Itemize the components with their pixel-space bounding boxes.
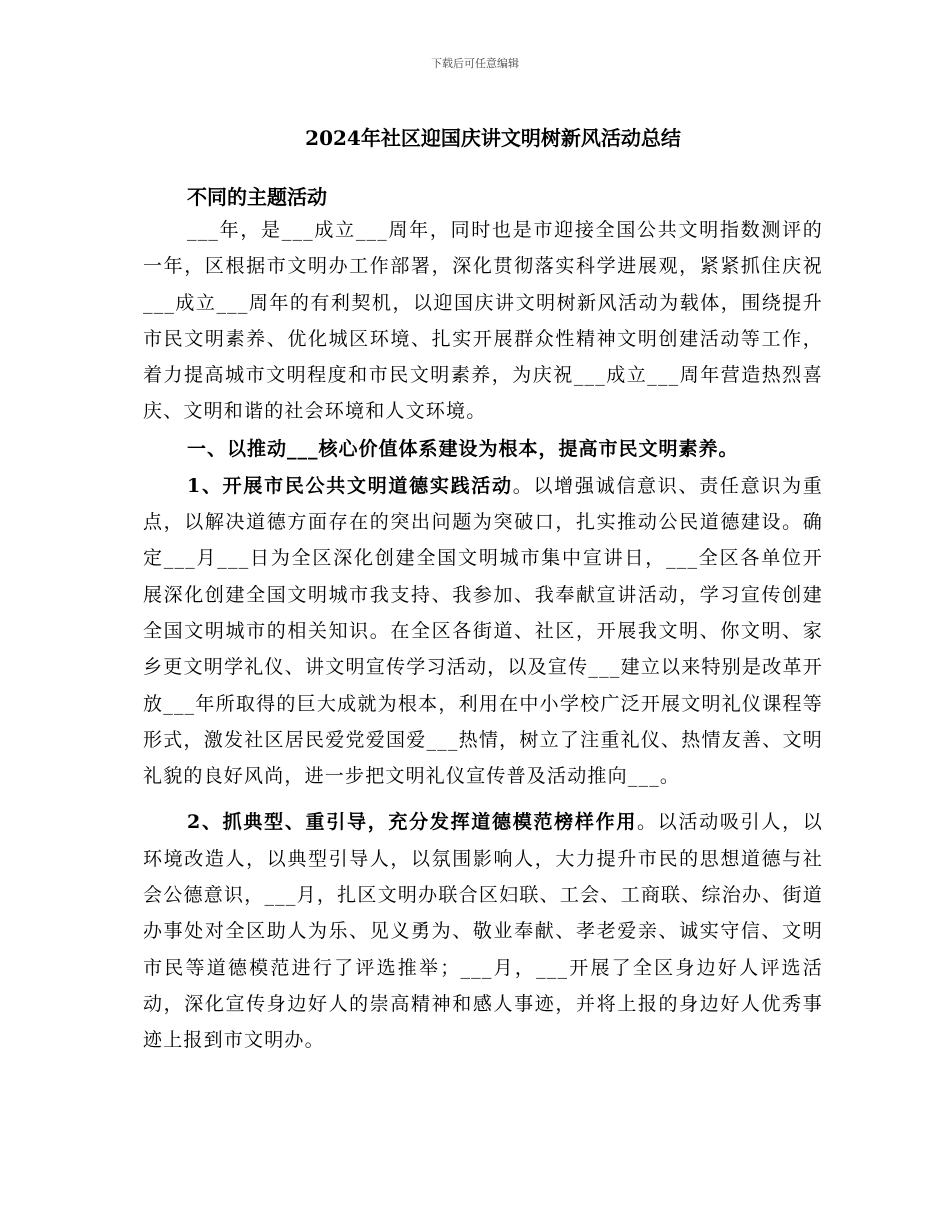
document-title: 2024年社区迎国庆讲文明树新风活动总结 — [305, 126, 681, 150]
intro-paragraph: ___年，是___成立___周年，同时也是市迎接全国公共文明指数测评的一年，区根据市文明办工作部署，深化贯彻落实科学进展观，紧紧抓住庆祝___成立___周年的有利契机，以迎国庆讲文明树新风活动为载体，围绕提升市民文明素养、优化城区环境、扎实开展群众性精神文明创建活动等工作，着力提高城市文明程度和市民文明素养，为庆祝___成立___周年营造热烈喜庆、文明和谐的社会环境和人文环境。 — [143, 219, 823, 423]
item-2-paragraph — [143, 804, 823, 1058]
section-1-heading: 一、以推动___核心价值体系建设为根本，提高市民文明素养。 — [187, 437, 739, 460]
item-2-text: 。以活动吸引人，以环境改造人，以典型引导人，以氛围影响人，大力提升市民的思想道德与社会公德意识，___月，扎区文明办联合区妇联、工会、工商联、综治办、街道办事处对全区助人为乐、见义勇为、敬业奉献、孝老爱亲、诚实守信、文明市民等道德模范进行了评选推举；___月，___开展了全区身边好人评选活动，深化宣传身边好人的崇高精神和感人事迹，并将上报的身边好人优秀事迹上报到市文明办。 — [143, 811, 823, 1052]
item-1-paragraph — [143, 468, 823, 795]
item-2-lead: 2、抓典型、重引导，充分发挥道德模范榜样作用 — [187, 811, 638, 834]
document-body — [143, 120, 823, 1059]
header-note: 下载后可任意编辑 — [431, 57, 519, 70]
document-subtitle: 不同的主题活动 — [187, 185, 327, 209]
paragraph-gap — [143, 794, 823, 804]
item-1-text: 。以增强诚信意识、责任意识为重点，以解决道德方面存在的突出问题为突破口，扎实推动公民道德建设。确定___月___日为全区深化创建全国文明城市集中宣讲日，___全区各单位开展深化创建全国文明城市我支持、我参加、我奉献宣讲活动，学习宣传创建全国文明城市的相关知识。在全区各街道、社区，开展我文明、你文明、家乡更文明学礼仪、讲文明宣传学习活动，以及宣传___建立以来特别是改革开放___年所取得的巨大成就为根本，利用在中小学校广泛开展文明礼仪课程等形式，激发社区居民爱党爱国爱___热情，树立了注重礼仪、热情友善、文明礼貌的良好风尚，进一步把文明礼仪宣传普及活动推向___。 — [143, 474, 823, 788]
item-1-lead: 1、开展市民公共文明道德实践活动 — [187, 474, 513, 497]
